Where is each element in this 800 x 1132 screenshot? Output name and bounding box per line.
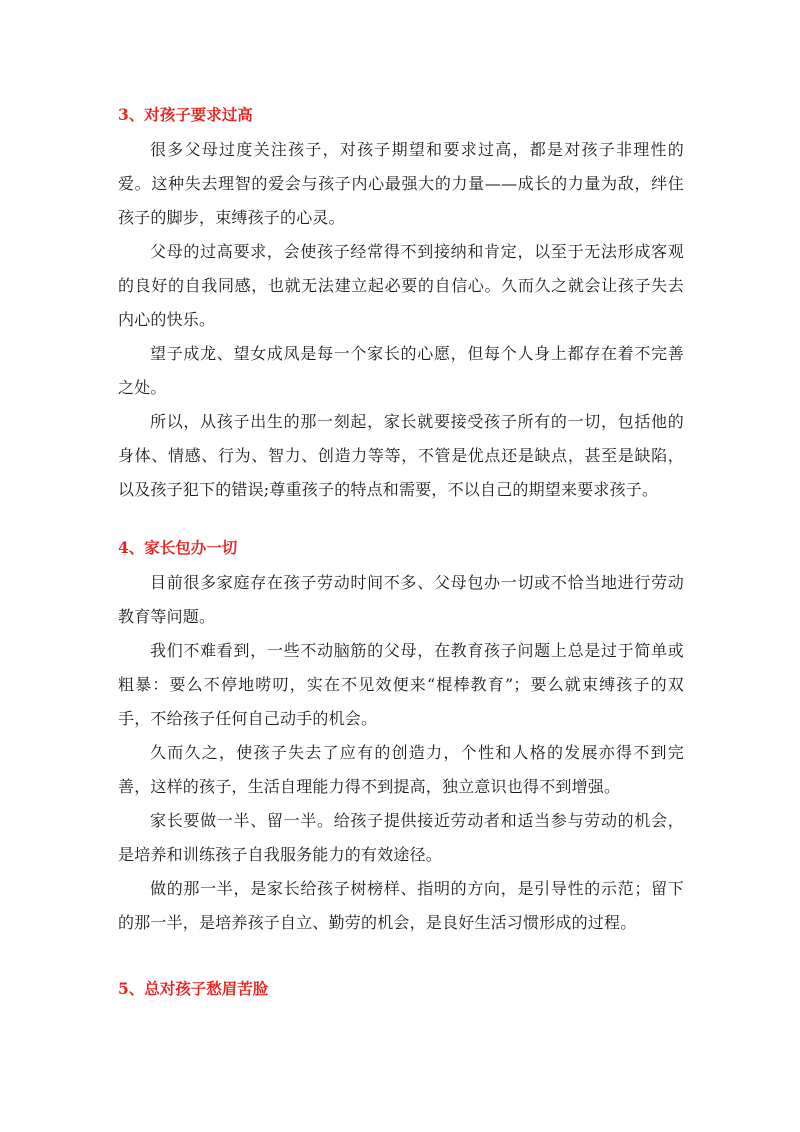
paragraph: 我们不难看到，一些不动脑筋的父母，在教育孩子问题上总是过于简单或粗暴：要么不停地唠叨，实在不见效便来“棍棒教育”；要么就束缚孩子的双手，不给孩子任何自己动手的机会。 [118, 641, 684, 728]
section-heading-3: 3、对孩子要求过高 [118, 105, 253, 124]
paragraph: 很多父母过度关注孩子，对孩子期望和要求过高，都是对孩子非理性的爱。这种失去理智的爱会与孩子内心最强大的力量——成长的力量为敌，绊住孩子的脚步，束缚孩子的心灵。 [118, 140, 684, 227]
paragraph: 所以，从孩子出生的那一刻起，家长就要接受孩子所有的一切，包括他的身体、情感、行为、智力、创造力等等，不管是优点还是缺点，甚至是缺陷，以及孩子犯下的错误;尊重孩子的特点和需要，不以自己的期望来要求孩子。 [118, 412, 684, 499]
paragraph: 久而久之，使孩子失去了应有的创造力，个性和人格的发展亦得不到完善，这样的孩子，生活自理能力得不到提高，独立意识也得不到增强。 [118, 743, 684, 796]
paragraph: 父母的过高要求，会使孩子经常得不到接纳和肯定，以至于无法形成客观的良好的自我同感，也就无法建立起必要的自信心。久而久之就会让孩子失去内心的快乐。 [118, 242, 684, 329]
section-heading-4: 4、家长包办一切 [118, 538, 238, 557]
section-heading-5: 5、总对孩子愁眉苦脸 [118, 979, 269, 998]
paragraph: 做的那一半，是家长给孩子树榜样、指明的方向，是引导性的示范；留下的那一半，是培养孩子自立、勤劳的机会，是良好生活习惯形成的过程。 [118, 879, 684, 932]
paragraph: 家长要做一半、留一半。给孩子提供接近劳动者和适当参与劳动的机会，是培养和训练孩子自我服务能力的有效途径。 [118, 811, 684, 864]
paragraph: 望子成龙、望女成凤是每一个家长的心愿，但每个人身上都存在着不完善之处。 [118, 344, 684, 397]
paragraph: 目前很多家庭存在孩子劳动时间不多、父母包办一切或不恰当地进行劳动教育等问题。 [118, 573, 684, 626]
document-page [118, 96, 684, 1000]
